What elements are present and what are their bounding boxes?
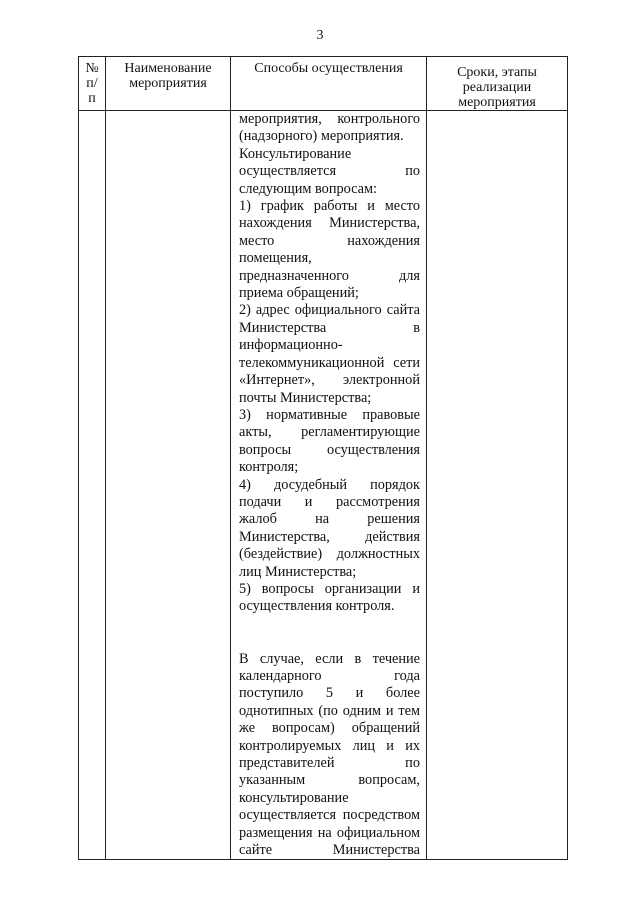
activities-table [78, 56, 568, 860]
methods-line: представителей по [239, 755, 420, 771]
cell-number [79, 111, 106, 860]
header-methods-line: Способы осуществления [254, 61, 403, 76]
methods-line: место нахождения [239, 232, 420, 249]
header-methods [231, 57, 427, 111]
methods-line: сайте Министерства [239, 842, 420, 859]
methods-line: 2) адрес официального сайта [239, 302, 420, 319]
header-number-line: п/ [86, 76, 98, 91]
methods-line: консультирование [239, 789, 349, 806]
methods-line: поступило 5 и более [239, 685, 420, 702]
header-terms [427, 57, 568, 111]
methods-line: предназначенного для [239, 267, 420, 284]
methods-line: контроля; [239, 459, 299, 476]
cell-methods [231, 111, 427, 860]
methods-line: (бездействие) должностных [239, 546, 420, 563]
methods-line: нахождения Министерства, [239, 215, 420, 232]
methods-line: Министерства, действия [239, 528, 420, 545]
methods-text [239, 111, 420, 859]
methods-line [239, 633, 420, 650]
methods-line: почты Министерства; [239, 389, 372, 406]
header-number-line: № [85, 61, 99, 76]
methods-line: контролируемых лиц и их [239, 737, 420, 754]
methods-line: жалоб на решения [239, 511, 420, 528]
methods-line: осуществляется посредством [239, 807, 420, 824]
methods-line: приема обращений; [239, 285, 359, 302]
methods-line: информационно- [239, 337, 343, 354]
cell-terms [427, 111, 568, 860]
methods-line: телекоммуникационной сети [239, 354, 420, 371]
header-number-line: п [88, 91, 96, 106]
table-header-row [79, 57, 568, 111]
methods-line: «Интернет», электронной [239, 372, 420, 389]
methods-line: мероприятия, контрольного [239, 111, 420, 127]
methods-line: лиц Министерства; [239, 563, 357, 580]
methods-line: календарного года [239, 667, 420, 684]
header-name-line: мероприятия [129, 76, 207, 91]
methods-line: указанным вопросам, [239, 772, 420, 789]
methods-line: следующим вопросам: [239, 180, 378, 197]
cell-name [106, 111, 231, 860]
methods-line: осуществляется по [239, 163, 420, 180]
methods-line: 3) нормативные правовые [239, 406, 420, 423]
methods-line: 1) график работы и место [239, 198, 420, 215]
header-terms-line: Сроки, этапы [457, 65, 537, 80]
table-row [79, 111, 568, 860]
header-name [106, 57, 231, 111]
methods-line: подачи и рассмотрения [239, 493, 420, 510]
methods-line: В случае, если в течение [239, 650, 420, 667]
methods-line [239, 616, 420, 633]
header-number [79, 57, 106, 111]
methods-line: однотипных (по одним и тем [239, 702, 420, 719]
header-terms-line: мероприятия [458, 95, 536, 110]
methods-line: помещения, [239, 250, 312, 267]
methods-line: Министерства в [239, 319, 420, 336]
methods-line: осуществления контроля. [239, 598, 395, 615]
methods-line: 5) вопросы организации и [239, 580, 420, 597]
header-terms-line: реализации [462, 80, 532, 95]
page-number: 3 [316, 28, 324, 43]
methods-line: размещения на официальном [239, 824, 420, 841]
methods-line: (надзорного) мероприятия. [239, 128, 404, 145]
methods-line: же вопросам) обращений [239, 720, 420, 737]
header-name-line: Наименование [124, 61, 212, 76]
methods-line: акты, регламентирующие [239, 424, 420, 441]
methods-line: вопросы осуществления [239, 441, 420, 458]
methods-line: 4) досудебный порядок [239, 476, 420, 493]
methods-line: Консультирование [239, 145, 352, 162]
